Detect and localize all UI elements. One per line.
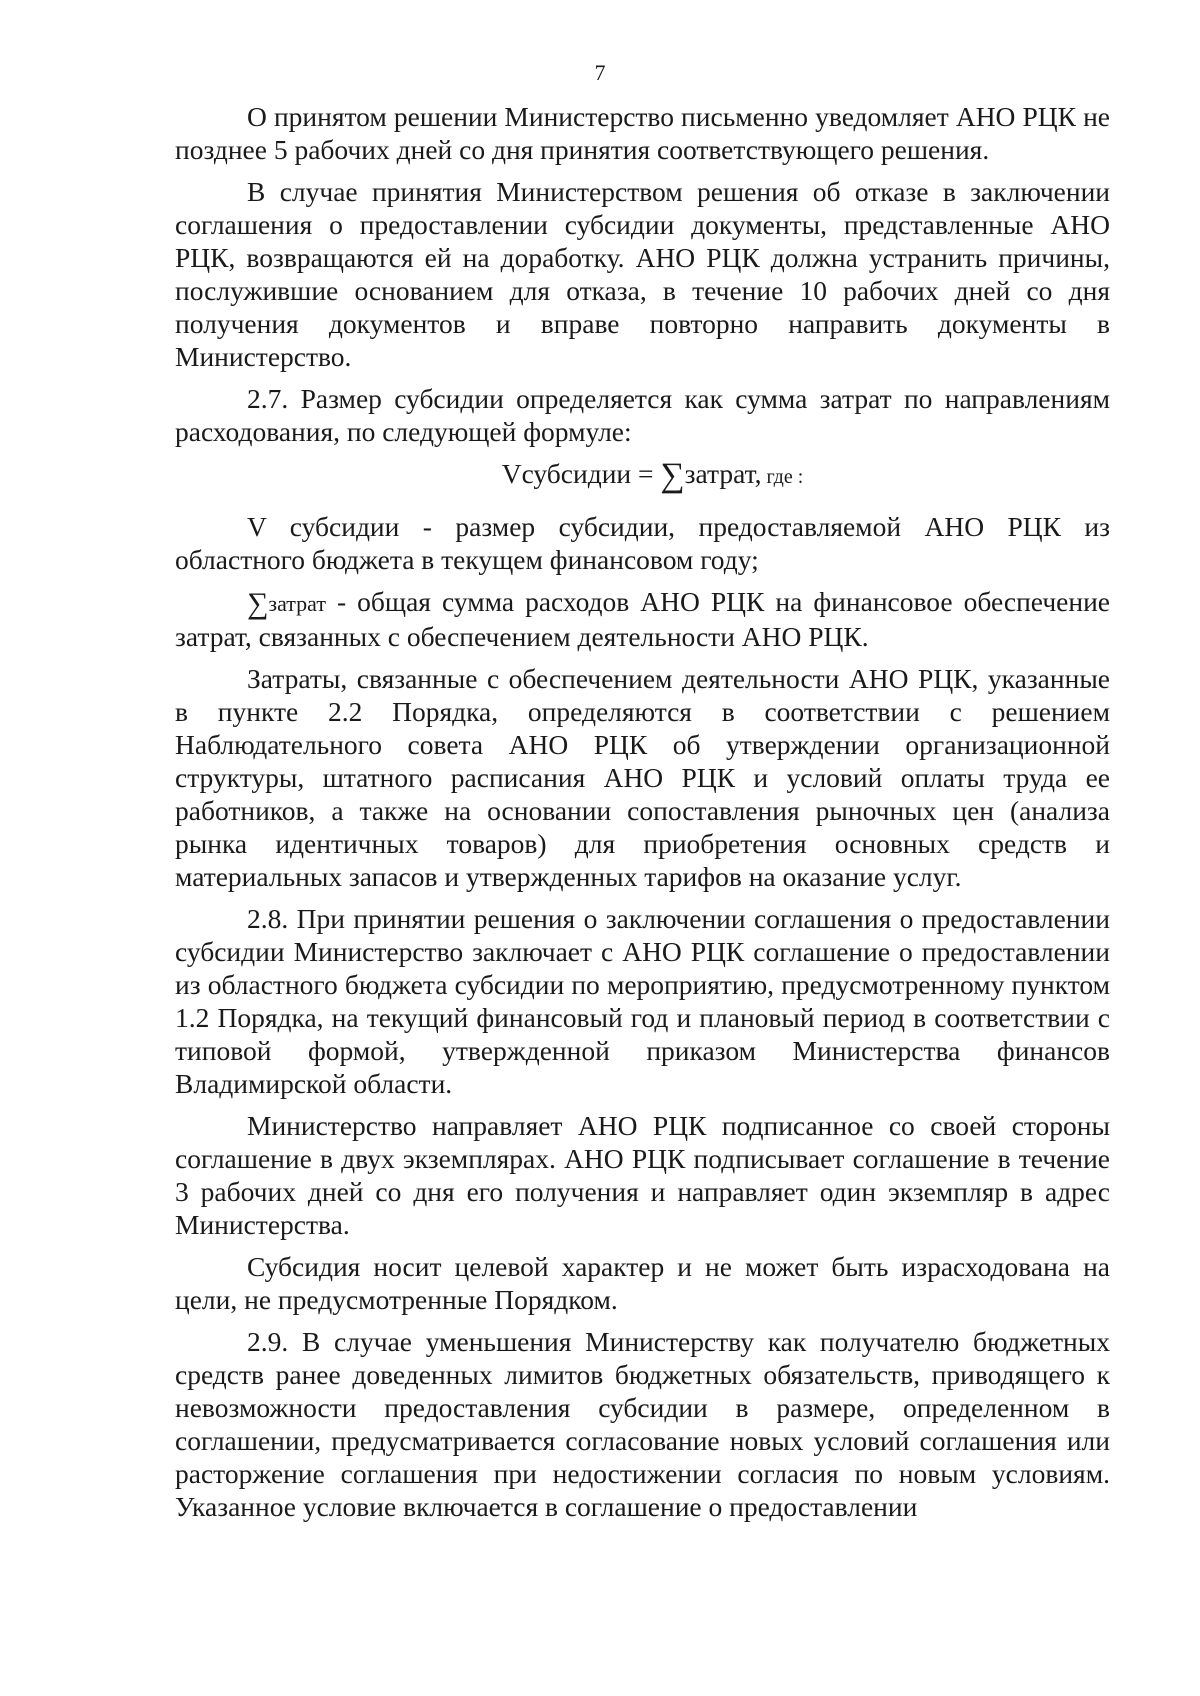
sum-symbol-inline: ∑ (247, 587, 269, 620)
paragraph-agreement-signing: Министерство направляет АНО РЦК подписанное со своей стороны соглашение в двух экземплярах. АНО РЦК подписывает соглашение в течение 3 рабочих дней со дня его получения и направляет один экземпляр в адрес Министерства. (175, 1110, 1110, 1240)
subsidy-formula (175, 457, 1110, 494)
document-body (175, 100, 1110, 1532)
sum-symbol: ∑ (660, 457, 685, 494)
paragraph-costs: Затраты, связанные с обеспечением деятельности АНО РЦК, указанные в пункте 2.2 Порядка, определяются в соответствии с решением Наблюдательного совета АНО РЦК об утверждении организационной структуры, штатного расписания АНО РЦК и условий оплаты труда ее работников, а также на основании сопоставления рыночных цен (анализа рынка идентичных товаров) для приобретения основных средств и материальных запасов и утвержденных тарифов на оказание услуг. (175, 663, 1110, 892)
formula-lhs: Vсубсидии = (501, 458, 661, 489)
sum-definition-text: - общая сумма расходов АНО РЦК на финансовое обеспечение затрат, связанных с обеспечением деятельности АНО РЦК. (175, 586, 1110, 652)
paragraph-v-subsidy-definition: V субсидии - размер субсидии, предоставляемой АНО РЦК из областного бюджета в текущем финансовом году; (175, 511, 1110, 575)
paragraph-notification: О принятом решении Министерство письменно уведомляет АНО РЦК не позднее 5 рабочих дней со дня принятия соответствующего решения. (175, 101, 1110, 165)
paragraph-2-7: 2.7. Размер субсидии определяется как сумма затрат по направлениям расходования, по следующей формуле: (175, 383, 1110, 447)
paragraph-refusal: В случае принятия Министерством решения об отказе в заключении соглашения о предоставлении субсидии документы, представленные АНО РЦК, возвращаются ей на доработку. АНО РЦК должна устранить причины, послужившие основанием для отказа, в течение 10 рабочих дней со дня получения документов и вправе повторно направить документы в Министерство. (175, 176, 1110, 372)
paragraph-2-9: 2.9. В случае уменьшения Министерству как получателю бюджетных средств ранее доведенных лимитов бюджетных обязательств, приводящего к невозможности предоставления субсидии в размере, определенном в соглашении, предусматривается согласование новых условий соглашения или расторжение соглашения при недостижении согласия по новым условиям. Указанное условие включается в соглашение о предоставлении (175, 1326, 1110, 1522)
sum-term-label: затрат (268, 591, 326, 616)
paragraph-target-purpose: Субсидия носит целевой характер и не может быть израсходована на цели, не предусмотренные Порядком. (175, 1251, 1110, 1315)
paragraph-sum-definition (175, 585, 1110, 653)
formula-term: затрат, (684, 458, 762, 489)
formula-suffix: где : (761, 466, 804, 488)
paragraph-2-8: 2.8. При принятии решения о заключении соглашения о предоставлении субсидии Министерство заключает с АНО РЦК соглашение о предоставлении из областного бюджета субсидии по мероприятию, предусмотренному пунктом 1.2 Порядка, на текущий финансовый год и плановый период в соответствии с типовой формой, утвержденной приказом Министерства финансов Владимирской области. (175, 903, 1110, 1099)
page-number: 7 (594, 60, 606, 85)
